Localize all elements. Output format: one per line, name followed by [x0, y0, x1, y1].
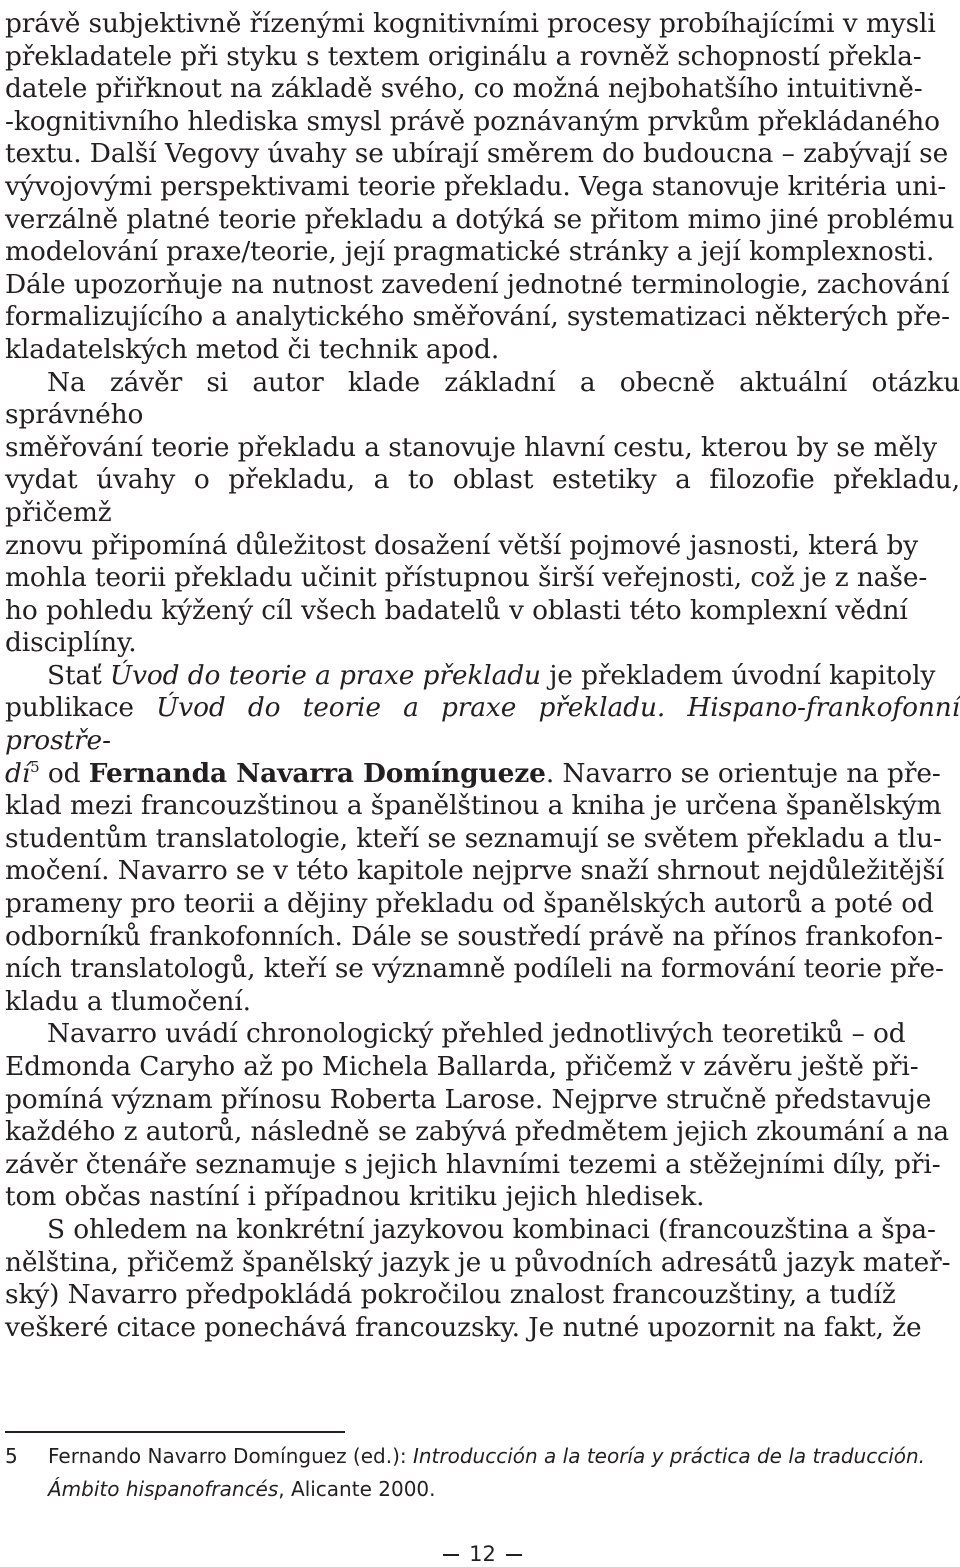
- paragraph-conclusion: [5, 367, 960, 660]
- footnote-run: Fernando Navarro Domínguez (ed.):: [48, 1444, 413, 1468]
- text-run: Stať: [47, 659, 110, 691]
- footnote-separator: [5, 1431, 345, 1433]
- text-run: od: [39, 757, 89, 789]
- footnote-number: 5: [5, 1444, 18, 1468]
- text-line: vydat úvahy o překladu, a to oblast estetiky a filozofie překladu, přičemž: [5, 464, 960, 528]
- paragraph-chronology: [5, 1018, 960, 1214]
- text-line: textu. Další Vegovy úvahy se ubírají směrem do budoucna – zabývají se: [5, 138, 949, 170]
- text-line: veškeré citace ponechává francouzsky. Je nutné upozornit na fakt, že: [5, 1311, 922, 1343]
- text-run: Úvod do teorie a praxe překladu. Hispano-frankofonní prostře-: [5, 692, 960, 757]
- text-line: překladatele při styku s textem originálu a rovněž schopností překla-: [5, 40, 922, 72]
- text-line: mohla teorii překladu učinit přístupnou širší veřejnosti, což je z naše-: [5, 562, 928, 594]
- text-line: -kognitivního hlediska smysl právě poznávaným prvkům překládaného: [5, 105, 940, 137]
- text-line: Navarro uvádí chronologický přehled jednotlivých teoretiků – od: [47, 1018, 906, 1050]
- text-run: 5: [30, 757, 40, 776]
- text-line: znovu připomíná důležitost dosažení větší pojmové jasnosti, která by: [5, 529, 919, 561]
- text-line: Dále upozorňuje na nutnost zavedení jednotné terminologie, zachování: [5, 268, 950, 300]
- text-run: je překladem úvodní kapitoly: [540, 659, 936, 691]
- text-line: nělština, přičemž španělský jazyk je u původních adresátů jazyk mateř-: [5, 1246, 951, 1278]
- text-run: kladu a tlumočení.: [5, 985, 251, 1017]
- footnote-run: Introducción a la teoría y práctica de la traducción.: [412, 1444, 926, 1468]
- text-run: . Navarro se orientuje na pře-: [545, 757, 941, 789]
- text-run: prameny pro teorii a dějiny překladu od španělských autorů a poté od: [5, 888, 934, 920]
- paragraph-navarro-intro: [5, 660, 960, 1019]
- text-line: formalizujícího a analytického směřování, systematizaci některých pře-: [5, 301, 950, 333]
- text-line: datele přiřknout na základě svého, co možná nejbohatšího intuitivně-: [5, 73, 923, 105]
- page-number-dash-left: [443, 1554, 459, 1556]
- text-run: studentům translatologie, kteří se seznamují se světem překladu a tlu-: [5, 822, 942, 854]
- body-text: [5, 0, 960, 1344]
- footnote-run: Ámbito hispanofrancés: [48, 1477, 279, 1501]
- text-line: právě subjektivně řízenými kognitivními procesy probíhajícími v mysli: [5, 8, 936, 39]
- text-line: disciplíny.: [5, 627, 137, 659]
- text-run: Fernanda Navarra Domíngueze: [88, 757, 546, 789]
- text-run: klad mezi francouzštinou a španělštinou a kniha je určena španělským: [5, 790, 942, 822]
- text-line: Na závěr si autor klade základní a obecně aktuální otázku správného: [5, 366, 960, 431]
- paragraph-language: [5, 1214, 960, 1344]
- text-line: verzálně platné teorie překladu a dotýká se přitom mimo jiné problému: [5, 203, 955, 235]
- text-line: S ohledem na konkrétní jazykovou kombinaci (francouzština a špa-: [47, 1213, 936, 1245]
- text-run: publikace: [5, 692, 157, 724]
- text-run: močení. Navarro se v této kapitole nejprve snaží shrnout nejdůležitější: [5, 855, 945, 887]
- text-line: ho pohledu kýžený cíl všech badatelů v oblasti této komplexní vědní: [5, 594, 908, 626]
- paragraph-continuation: [5, 8, 960, 367]
- text-line: kladatelských metod či technik apod.: [5, 333, 500, 365]
- text-line: směřování teorie překladu a stanovuje hlavní cestu, kterou by se měly: [5, 431, 938, 463]
- document-page: [5, 0, 960, 1567]
- text-line: modelování praxe/teorie, její pragmatické stránky a její komplexnosti.: [5, 236, 935, 268]
- footnote-run: , Alicante 2000.: [278, 1477, 436, 1501]
- text-line: tom občas nastíní i případnou kritiku jejich hledisek.: [5, 1181, 705, 1213]
- footnote-text: [48, 1440, 960, 1506]
- page-number-dash-right: [506, 1554, 522, 1556]
- text-line: pomíná význam přínosu Roberta Larose. Nejprve stručně představuje: [5, 1083, 932, 1115]
- text-line: ský) Navarro předpokládá pokročilou znalost francouzštiny, a tudíž: [5, 1279, 896, 1311]
- footnote: [5, 1440, 960, 1506]
- text-line: vývojovými perspektivami teorie překladu. Vega stanovuje kritéria uni-: [5, 170, 947, 202]
- text-run: ních translatologů, kteří se významně podíleli na formování teorie pře-: [5, 953, 944, 985]
- text-run: odborníků frankofonních. Dále se soustředí právě na přínos frankofon-: [5, 920, 943, 952]
- text-line: každého z autorů, následně se zabývá předmětem jejich zkoumání a na: [5, 1116, 949, 1148]
- text-run: Úvod do teorie a praxe překladu: [109, 659, 541, 691]
- page-number-footer: [5, 1542, 960, 1566]
- page-number: 12: [469, 1542, 496, 1566]
- text-line: závěr čtenáře seznamuje s jejich hlavními tezemi a stěžejními díly, při-: [5, 1148, 941, 1180]
- text-line: Edmonda Caryho až po Michela Ballarda, přičemž v závěru ještě při-: [5, 1051, 919, 1082]
- text-run: dí: [5, 757, 31, 789]
